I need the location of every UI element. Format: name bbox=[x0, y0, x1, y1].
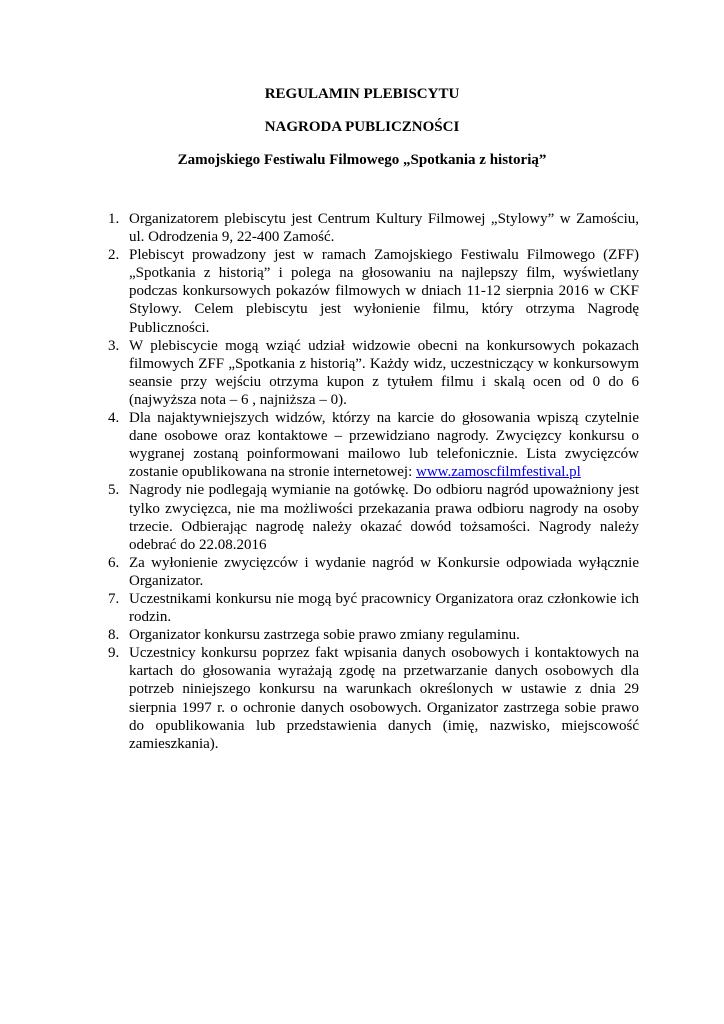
rule-item-9 bbox=[108, 644, 639, 753]
rule-item-1 bbox=[108, 210, 639, 246]
rule-text: Plebiscyt prowadzony jest w ramach Zamojskiego Festiwalu Filmowego (ZFF) „Spotkania z historią” i polega na głosowaniu na najlepszy film, wyświetlany podczas konkursowych pokazów filmowych w dniach 11-12 sierpnia 2016 w CKF Stylowy. Celem plebiscytu jest wyłonienie filmu, który otrzyma Nagrodę Publiczności. bbox=[129, 247, 639, 336]
rules-list bbox=[108, 210, 639, 753]
rule-text: Organizator konkursu zastrzega sobie prawo zmiany regulaminu. bbox=[129, 627, 520, 644]
rule-number: 8. bbox=[108, 627, 120, 644]
rule-text: Uczestnicy konkursu poprzez fakt wpisania danych osobowych i kontaktowych na kartach do głosowania wyrażają zgodę na przetwarzanie danych osobowych dla potrzeb niniejszego konkursu na warunkach określonych w ustawie z dnia 29 sierpnia 1997 r. o ochronie danych osobowych. Organizator zastrzega sobie prawo do opublikowania lub przedstawienia danych (imię, nazwisko, miejscowość zamieszkania). bbox=[129, 645, 639, 752]
rule-item-7 bbox=[108, 590, 639, 626]
rule-number: 4. bbox=[108, 410, 120, 427]
rule-number: 5. bbox=[108, 482, 120, 499]
rule-text: Za wyłonienie zwycięzców i wydanie nagród w Konkursie odpowiada wyłącznie Organizator. bbox=[129, 554, 639, 589]
rule-text-container bbox=[129, 409, 639, 481]
rule-item-4 bbox=[108, 409, 639, 481]
rule-number: 2. bbox=[108, 247, 120, 264]
rule-text: Dla najaktywniejszych widzów, którzy na karcie do głosowania wpiszą czytelnie dane osobowe oraz kontaktowe – przewidziano nagrody. Zwycięzcy konkursu o wygranej zostaną poinformowani mailowo lub telefonicznie. Lista zwycięzców zostanie opublikowana na stronie internetowej: bbox=[129, 410, 639, 481]
rule-text: Nagrody nie podlegają wymianie na gotówkę. Do odbioru nagród upoważniony jest tylko zwycięzca, nie ma możliwości przekazania prawa odbioru nagrody na osoby trzecie. Odbierając nagrodę należy okazać dowód tożsamości. Nagrody należy odebrać do 22.08.2016 bbox=[129, 482, 639, 553]
rule-item-3 bbox=[108, 337, 639, 409]
rule-text: W plebiscycie mogą wziąć udział widzowie obecni na konkursowych pokazach filmowych ZFF „Spotkania z historią”. Każdy widz, uczestniczący w konkursowym seansie przy wejściu otrzyma kupon z tytułem filmu i skalą ocen od 0 do 6 (najwyższa nota – 6 , najniższa – 0). bbox=[129, 337, 639, 408]
rule-item-8 bbox=[108, 626, 639, 644]
document-title: REGULAMIN PLEBISCYTU bbox=[264, 86, 460, 102]
rule-text: Organizatorem plebiscytu jest Centrum Kultury Filmowej „Stylowy” w Zamościu, ul. Odrodzenia 9, 22-400 Zamość. bbox=[129, 211, 639, 246]
rule-number: 6. bbox=[108, 554, 120, 571]
festival-name-heading: Zamojskiego Festiwalu Filmowego „Spotkania z historią” bbox=[177, 152, 547, 168]
rule-number: 3. bbox=[108, 337, 120, 354]
rule-item-5 bbox=[108, 481, 639, 553]
rule-item-6 bbox=[108, 554, 639, 590]
festival-website-link[interactable]: www.zamoscfilmfestival.pl bbox=[416, 464, 581, 481]
rule-item-2 bbox=[108, 246, 639, 336]
rule-number: 1. bbox=[108, 211, 120, 227]
rule-text: Uczestnikami konkursu nie mogą być pracownicy Organizatora oraz członkowie ich rodzin. bbox=[129, 590, 639, 626]
document-subtitle: NAGRODA PUBLICZNOŚCI bbox=[264, 119, 460, 135]
rule-number: 7. bbox=[108, 590, 120, 607]
rule-number: 9. bbox=[108, 645, 120, 662]
